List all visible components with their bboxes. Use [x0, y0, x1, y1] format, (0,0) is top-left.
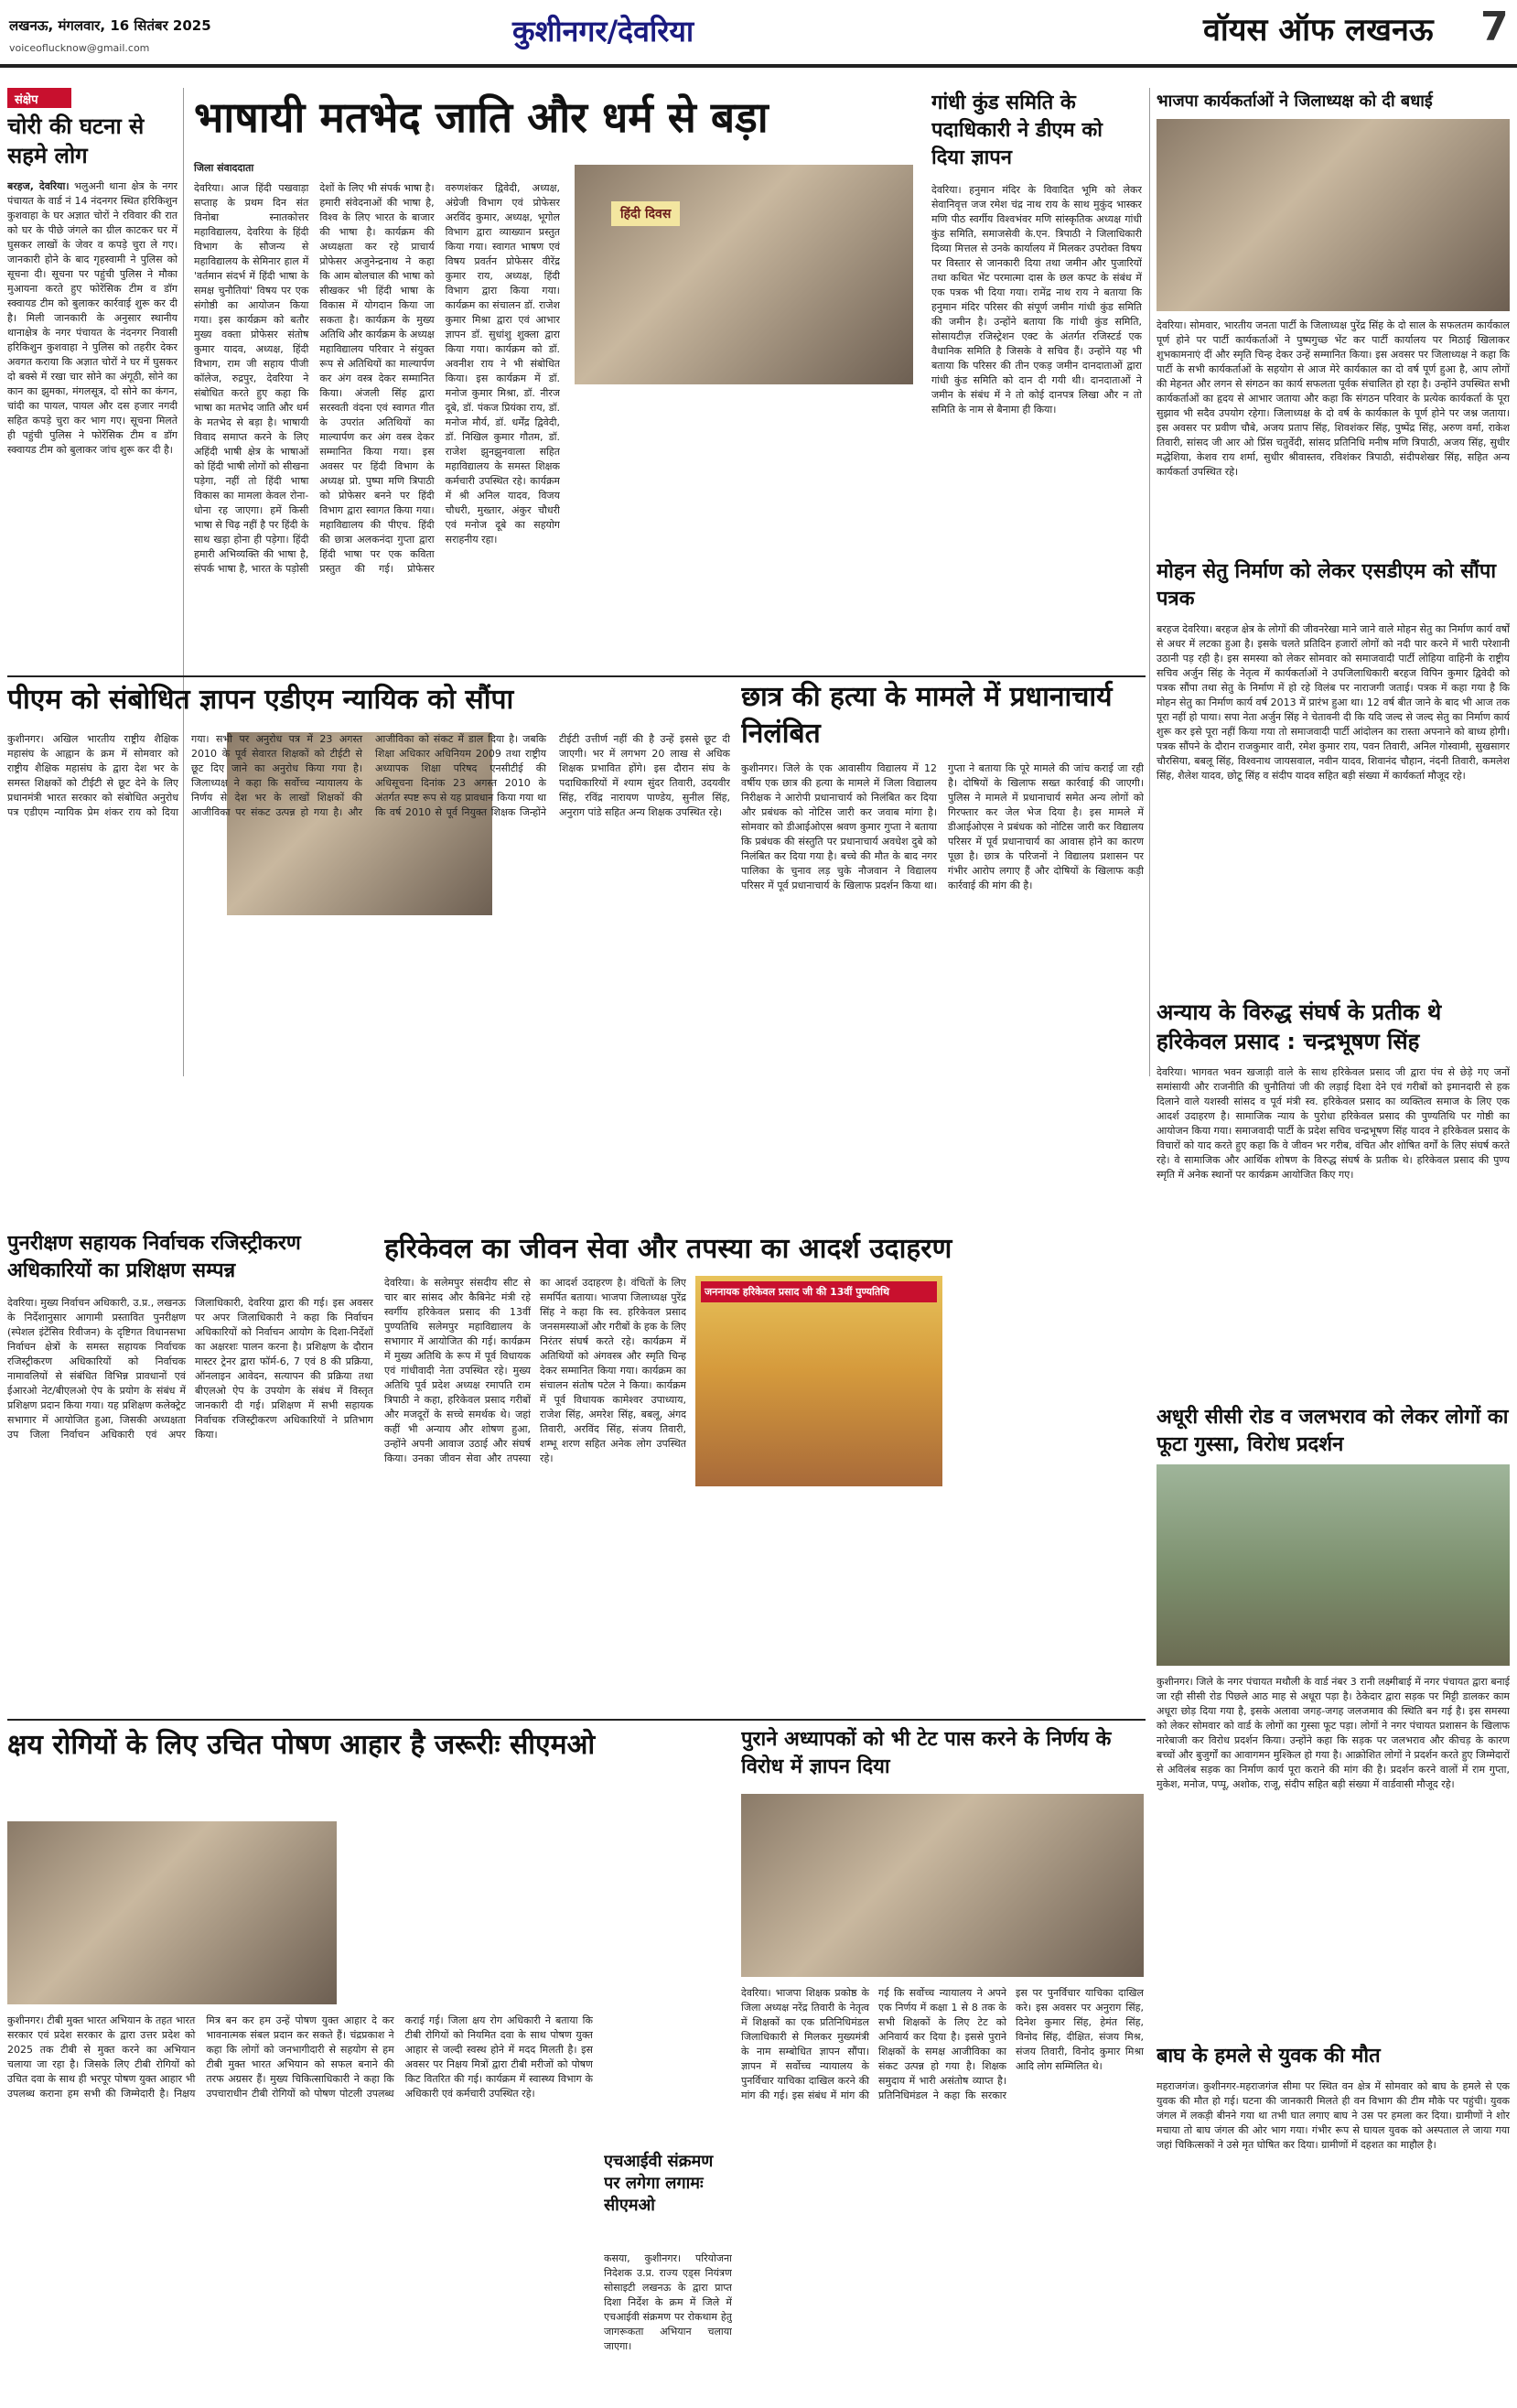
brief-label: संक्षेप — [7, 88, 71, 108]
language-body: देवरिया। आज हिंदी पखवाड़ा सप्ताह के प्रथम दिन संत विनोबा स्नातकोत्तर महाविद्यालय, देवरिया के हिंदी विभाग के सौजन्य से महाविद्यालय के सेमिनार हाल में 'वर्तमान संदर्भ में हिंदी भाषा के समक्ष चुनौतियां' विषय पर एक संगोष्ठी का आयोजन किया गया। इस कार्यक्रम को बतौर मुख्य वक्ता प्रोफेसर संतोष कुमार यादव, अध्यक्ष, हिंदी विभाग, राम जी सहाय पीजी कॉलेज, रुद्रपुर, देवरिया ने संबोधित करते हुए कहा कि भाषा का मतभेद जाति और धर्म के मतभेद से बड़ा है। भाषायी विवाद समाप्त करने के लिए अहिंदी भाषी क्षेत्र के भाषाओं को हिंदी भाषी लोगों को सीखना पड़ेगा, नहीं तो हिंदी भाषा विकास का मामला केवल रोना-धोना रह जाएगा। हमें किसी भाषा से चिढ़ नहीं है पर हिंदी के साथ खड़ा होना ही पड़ेगा। हिंदी हमारी अभिव्यक्ति की भाषा है, संपर्क भाषा है, भारत के पड़ोसी देशों के लिए भी संपर्क भाषा है। हमारी संवेदनाओं की भाषा है, विश्व के लिए भारत के बाजार की भाषा है। कार्यक्रम की अध्यक्षता कर रहे प्राचार्य प्रोफेसर अजुनेन्द्रनाथ ने कहा कि आम बोलचाल की भाषा को सीखकर भी हिंदी भाषा के विकास में योगदान किया जा सकता है। कार्यक्रम के मुख्य अतिथि और कार्यक्रम के अध्यक्ष महाविद्यालय परिवार ने संयुक्त रूप से अतिथियों का माल्यार्पण कर अंग वस्त्र देकर सम्मानित किया। अंजली सिंह द्वारा सरस्वती वंदना एवं स्वागत गीत के उपरांत अतिथियों का माल्यार्पण कर अंग वस्त्र देकर सम्मानित किया गया। इस अवसर पर हिंदी विभाग के अध्यक्ष प्रो. पुष्पा मणि त्रिपाठी को प्रोफेसर बनने पर हिंदी विभाग द्वारा स्वागत किया गया। महाविद्यालय की पीएच. हिंदी की छात्रा अलकनंदा गुप्ता द्वारा हिंदी भाषा पर एक कविता प्रस्तुत की गई। प्रोफेसर वरुणशंकर द्विवेदी, अध्यक्ष, अंग्रेजी विभाग एवं प्रोफेसर अरविंद कुमार, अध्यक्ष, भूगोल विभाग द्वारा व्याख्यान प्रस्तुत किया गया। स्वागत भाषण एवं विषय प्रवर्तन प्रोफेसर वीरेंद्र कुमार राय, अध्यक्ष, हिंदी विभाग द्वारा किया गया। कार्यक्रम का संचालन डॉ. राजेश कुमार मिश्रा द्वारा एवं आभार ज्ञापन डॉ. सुधांशु शुक्ला द्वारा किया गया। कार्यक्रम को डॉ. अवनीश राय ने भी संबोधित किया। इस कार्यक्रम में डॉ. मनोज कुमार मिश्रा, डॉ. नीरज दूबे, डॉ. पंकज प्रियंका राय, डॉ. मनोज मौर्य, डॉ. धर्मेंद्र द्विवेदी, डॉ. निखिल कुमार गौतम, डॉ. राजेश झुनझुनवाला सहित महाविद्यालय के समस्त शिक्षक कर्मचारी उपस्थित रहे। कार्यक्रम में श्री अनिल यादव, विजय चौधरी, मुख्तार, अंकुर चौधरी एवं मनोज दूबे का सहयोग सराहनीय रहा। — [194, 182, 560, 575]
mohan-body: बरहज देवरिया। बरहज क्षेत्र के लोगों की जीवनरेखा माने जाने वाले मोहन सेतु का निर्माण कार्य वर्षों से अधर में लटका हुआ है। इसके चलते प्रतिदिन हजारों लोगों को नदी पार करने में भारी परेशानी उठानी पड़ रही है। इस समस्या को लेकर सोमवार को समाजवादी पार्टी लोहिया वाहिनी के राष्ट्रीय सचिव अर्जुन सिंह के नेतृत्व में कार्यकर्ताओं ने उपजिलाधिकारी बरहज विपिन कुमार द्विवेदी को पत्रक सौंपा तथा सेतु के निर्माण में हो रहे विलंब पर नाराजगी जताई। पत्रक में कहा गया है कि मोहन सेतु का निर्माण कार्य वर्ष 2013 में प्रारंभ हुआ था। 12 वर्ष बीत जाने के बाद भी आज तक पूरा नहीं हो पाया। सपा नेता अर्जुन सिंह ने चेतावनी दी कि यदि जल्द से जल्द सेतु का निर्माण कार्य शुरू कर इसे पूरा नहीं किया गया तो समाजवादी पार्टी आंदोलन का रास्ता अपनाने को बाध्य होगी। पत्रक सौंपने के दौरान राजकुमार वारी, रमेश कुमार राय, पवन तिवारी, अनिल गोस्वामी, सुखसागर चौरसिया, बबलू सिंह, विश्वनाथ जायसवाल, नवीन यादव, शिवानंद चौहान, नंदनी तिवारी, कमलेश सिंह, शैलेश यादव, छोटू सिंह व संदीप यादव सहित बड़ी संख्या में कार्यकर्ता मौजूद रहे। — [1157, 623, 1510, 782]
tet-headline: पुराने अध्यापकों को भी टेट पास करने के निर्णय के विरोध में ज्ञापन दिया — [741, 1728, 1112, 1778]
dateline: लखनऊ, मंगलवार, 16 सितंबर 2025 — [9, 17, 211, 34]
tet-photo — [741, 1794, 1144, 1977]
language-headline: भाषायी मतभेद जाति और धर्म से बड़ा — [194, 92, 769, 142]
harikewal-photo — [695, 1276, 942, 1486]
section-rule — [7, 1719, 1146, 1721]
bln-body: देवरिया। मुख्य निर्वाचन अधिकारी, उ.प्र., लखनऊ के निर्देशानुसार आगामी प्रस्तावित पुनरीक्षण (स्पेशल इंटेंसिव रिवीजन) के दृष्टिगत विधानसभा निर्वाचन क्षेत्रों के समस्त सहायक निर्वाचक रजिस्ट्रीकरण अधिकारियों को निर्वाचक नामावलियों से संबंधित विभिन्न प्रावधानों एवं ईआरओ नेट/बीएलओ ऐप के प्रयोग के संबंध में प्रशिक्षण प्रदान किया गया। यह प्रशिक्षण कलेक्ट्रेट सभागार में आयोजित हुआ, जिसकी अध्यक्षता उप जिला निर्वाचन अधिकारी एवं अपर जिलाधिकारी, देवरिया द्वारा की गई। इस अवसर पर अपर जिलाधिकारी ने कहा कि निर्वाचन अधिकारियों को निर्वाचन आयोग के दिशा-निर्देशों का अक्षरशः पालन करना है। प्रशिक्षण के दौरान मास्टर ट्रेनर द्वारा फॉर्म-6, 7 एवं 8 की प्रक्रिया, ऑनलाइन आवेदन, सत्यापन की प्रक्रिया तथा बीएलओ ऐप के उपयोग के संबंध में विस्तृत जानकारी दी गई। प्रशिक्षण में सभी सहायक निर्वाचक रजिस्ट्रीकरण अधिकारियों ने प्रतिभाग किया। — [7, 1297, 373, 1441]
brief-text: भलुअनी थाना क्षेत्र के नगर पंचायत के वार्ड नं 14 नंदनगर स्थित हरिकिशुन कुशवाहा के घर अज्ञात चोरों ने रविवार की रात को घर के पीछे जंगले का ग्रील काटकर घर में घुसकर लाखों के जेवर व कपड़े चुरा ले गए। जानकारी होने के बाद गृहस्वामी ने पुलिस को सूचना दी। सूचना पर पहुंची पुलिस ने मौका मुआयना करते हुए फोरेंसिक टीम व डॉग स्क्वायड टीम को बुलाकर कार्रवाई शुरू कर दी है। मिली जानकारी के अनुसार स्थानीय थानाक्षेत्र के नगर पंचायत के नंदनगर निवासी हरिकिशुन कुशवाहा ने पुलिस को तहरीर देकर अवगत कराया कि अज्ञात चोरों ने घर में घुसकर दो बक्से में रखा चार सोने का अंगूठी, सोने का कान का झुमका, मंगलसूत्र, दो सोने का कंगन, चांदी का पायल, पायल और दस हजार नगदी सहित कपड़े चुरा कर भाग गए। सूचना मिलते ही पहुंची पुलिस ने फोरेंसिक टीम व डॉग स्क्वायड टीम को बुलाकर जांच शुरू कर दी है। — [7, 180, 178, 456]
section-rule — [7, 675, 1146, 677]
masthead-rule — [0, 64, 1517, 68]
road-headline: अधूरी सीसी रोड व जलभराव को लेकर लोगों का फूटा गुस्सा, विरोध प्रदर्शन — [1157, 1406, 1509, 1456]
banner-sign: हिंदी दिवस — [611, 201, 680, 226]
tb-photo — [7, 1821, 337, 2004]
gandhi-body: देवरिया। हनुमान मंदिर के विवादित भूमि को लेकर सेवानिवृत्त जज रमेश चंद्र नाथ राय के साथ मुकुंद भास्कर मणि पीठ स्वर्गीय विश्वभंवर मणि सांस्कृतिक अध्यक्ष गांधी कुंड समिति, समाजसेवी के.एन. त्रिपाठी ने जिलाधिकारी दिव्या मित्तल से उनके कार्यालय में मिलकर उपरोक्त विषय पर विस्तार से जानकारी दिया तथा जमीन और पुजारियों तथा कथित भेंट परमात्मा दास के छल कपट के संबंध में एक पत्रक भी दिया गया। रामेंद्र नाथ राय ने बताया कि हनुमान मंदिर परिसर की संपूर्ण जमीन गांधी कुंड समिति की जमीन है। उन्होंने बताया कि गांधी कुंड समिति, सोसायटीज़ रजिस्ट्रेशन एक्ट के अंतर्गत रजिस्टर्ड एक वैधानिक समिति है जिसके वे सचिव हैं। उन्होंने यह भी बताया कि परिसर की तीन एकड़ जमीन दानदाताओं द्वारा गांधी कुंड समिति को दान दी गयी थी। दानदाताओं ने जमीन के संबंध में ने तो कोई दानपत्र लिखा और न तो समिति के नाम से बैनामा ही किया। — [931, 184, 1142, 416]
bjp-headline: भाजपा कार्यकर्ताओं ने जिलाध्यक्ष को दी बधाई — [1157, 92, 1433, 111]
bjp-photo — [1157, 119, 1510, 311]
language-photo — [575, 165, 913, 384]
page-number: 7 — [1480, 4, 1509, 50]
gandhi-headline: गांधी कुंड समिति के पदाधिकारी ने डीएम को दिया ज्ञापन — [931, 92, 1103, 169]
road-photo — [1157, 1464, 1510, 1666]
harikewal-body: देवरिया। के सलेमपुर संसदीय सीट से चार बार सांसद और कैबिनेट मंत्री रहे स्वर्गीय हरिकेवल प्रसाद की 13वीं पुण्यतिथि सलेमपुर महाविद्यालय के सभागार में आयोजित की गई। कार्यक्रम में मुख्य अतिथि के रूप में पूर्व विधायक एवं गांधीवादी नेता उपस्थित रहे। मुख्य अतिथि पूर्व प्रदेश अध्यक्ष रमापति राम त्रिपाठी ने कहा, हरिकेवल प्रसाद गरीबों और मजदूरों के सच्चे समर्थक थे। जहां कहीं भी अन्याय और शोषण हुआ, उन्होंने अपनी आवाज उठाई और संघर्ष किया। उनका जीवन सेवा और तपस्या का आदर्श उदाहरण है। वंचितों के लिए समर्पित बताया। भाजपा जिलाध्यक्ष पुरेंद्र सिंह ने कहा कि स्व. हरिकेवल प्रसाद जनसमस्याओं और गरीबों के हक के लिए निरंतर संघर्ष करते रहे। कार्यक्रम में अतिथियों को अंगवस्त्र और स्मृति चिन्ह देकर सम्मानित किया गया। कार्यक्रम का संचालन संतोष पटेल ने किया। कार्यक्रम में पूर्व विधायक कामेश्वर उपाध्याय, राजेश सिंह, अमरेश सिंह, बबलू, अंगद तिवारी, अरविंद सिंह, संजय तिवारी, शम्भू शरण सहित अनेक लोग उपस्थित रहे। — [384, 1277, 686, 1464]
language-byline: जिला संवाददाता — [194, 162, 254, 174]
bln-headline: पुनरीक्षण सहायक निर्वाचक रजिस्ट्रीकरण अधिकारियों का प्रशिक्षण सम्पन्न — [7, 1232, 301, 1282]
aids-body: कसया, कुशीनगर। परियोजना निदेशक उ.प्र. राज्य एड्स नियंत्रण सोसाइटी लखनऊ के द्वारा प्राप्त दिशा निर्देश के क्रम में जिले में एचआईवी संक्रमण पर रोकथाम हेतु जागरूकता अभियान चलाया जाएगा। — [604, 2252, 732, 2352]
road-body: कुशीनगर। जिले के नगर पंचायत मथौली के वार्ड नंबर 3 रानी लक्ष्मीबाई में नगर पंचायत द्वारा बनाई जा रही सीसी रोड पिछले आठ माह से अधूरा पड़ा है। ठेकेदार द्वारा सड़क पर मिट्टी डालकर काम अधूरा छोड़ दिया गया है, इसके अलावा जगह-जगह जलजमाव की स्थिति बन गई है। इस समस्या को लेकर सोमवार को वार्ड के लोगों का गुस्सा फूट पड़ा। लोगों ने नगर पंचायत प्रशासन के खिलाफ नारेबाजी कर विरोध प्रदर्शन किया। उन्होंने कहा कि सड़क पर जलभराव और कीचड़ के कारण बच्चों और बुजुर्गों का आवागमन मुश्किल हो गया है। आक्रोशित लोगों ने प्रदर्शन करते हुए जिम्मेदारों से अविलंब सड़क का निर्माण कार्य पूरा कराने की मांग की है। प्रदर्शन करने वालों में राम गुप्ता, मुकेश, मनोज, पप्पू, अशोक, राजू, संदीप सहित बड़ी संख्या में वार्डवासी मौजूद रहे। — [1157, 1676, 1510, 1790]
bagh-headline: बाघ के हमले से युवक की मौत — [1157, 2045, 1381, 2068]
tb-headline: क्षय रोगियों के लिए उचित पोषण आहार है जरूरीः सीएमओ — [7, 1729, 596, 1761]
pm-body: कुशीनगर। अखिल भारतीय राष्ट्रीय शैक्षिक महासंघ के आह्वान के क्रम में सोमवार को राष्ट्रीय शैक्षिक महासंघ के द्वारा देश भर के समस्त शिक्षकों को टीईटी से छूट देने के लिए प्रधानमंत्री भारत सरकार को संबोधित अनुरोध पत्र एडीएम न्यायिक प्रेम शंकर राय को दिया गया। सभी पर अनुरोध पत्र में 23 अगस्त 2010 के पूर्व सेवारत शिक्षकों को टीईटी से छूट दिए जाने का अनुरोध किया गया है। जिलाध्यक्ष ने कहा कि सर्वोच्च न्यायालय के निर्णय से देश भर के लाखों शिक्षकों की आजीविका पर संकट उत्पन्न हो गया है। और आजीविका को संकट में डाल दिया है। जबकि शिक्षा अधिकार अधिनियम 2009 तथा राष्ट्रीय अध्यापक शिक्षा परिषद एनसीटीई की अधिसूचना दिनांक 23 अगस्त 2010 के अंतर्गत स्पष्ट रूप से यह प्रावधान किया गया था कि वर्ष 2010 से पूर्व नियुक्त शिक्षक जिन्होंने टीईटी उत्तीर्ण नहीं की है उन्हें इससे छूट दी जाएगी। भर में लगभग 20 लाख से अधिक शिक्षक प्रभावित होंगे। इस दौरान संघ के पदाधिकारियों में श्याम सुंदर तिवारी, उदयवीर सिंह, रविंद्र नारायण पाण्डेय, सुनील सिंह, अनुराग पांडे सहित अन्य शिक्षक उपस्थित रहे। — [7, 733, 730, 818]
paper-name: वॉयस ऑफ लखनऊ — [1203, 12, 1434, 49]
mohan-headline: मोहन सेतु निर्माण को लेकर एसडीएम को सौंपा पत्रक — [1157, 560, 1497, 610]
tb-body: कुशीनगर। टीबी मुक्त भारत अभियान के तहत भारत सरकार एवं प्रदेश सरकार के द्वारा उत्तर प्रदेश को 2025 तक टीबी से मुक्त करने का अभियान चलाया जा रहा है। जिसके लिए टीबी रोगियों को उचित दवा के साथ ही भरपूर पोषण युक्त आहार भी उपलब्ध कराना हम सभी की जिम्मेदारी है। निक्षय मित्र बन कर हम उन्हें पोषण युक्त आहार दे कर भावनात्मक संबल प्रदान कर सकते हैं। चंद्रप्रकाश ने कहा कि लोगों को जनभागीदारी से सहयोग से हम टीबी मुक्त भारत अभियान को सफल बनाने की तरफ अग्रसर हैं। मुख्य चिकित्साधिकारी ने कहा कि उपचाराधीन टीबी रोगियों को पोषण पोटली उपलब्ध कराई गई। जिला क्षय रोग अधिकारी ने बताया कि टीबी रोगियों को नियमित दवा के साथ पोषण युक्त आहार से जल्दी स्वस्थ होने में मदद मिलती है। इस अवसर पर निक्षय मित्रों द्वारा टीबी मरीजों को पोषण किट वितरित की गई। कार्यक्रम में स्वास्थ्य विभाग के अधिकारी एवं कर्मचारी उपस्थित रहे। — [7, 2014, 593, 2100]
masthead — [0, 0, 1517, 71]
harikewal-bio-body: देवरिया। भागवत भवन खजाड़ी वाले के साथ हरिकेवल प्रसाद जी द्वारा पंच से छेड़े गए जनों समांसायी और राजनीति की चुनौतियां जी की लड़ाई दिशा देने एवं गरीबों को इमानदारी से हक दिलाने वाले यशस्वी सांसद व पूर्व मंत्री स्व. हरिकेवल प्रसाद का व्यक्तित्व समाज के लिए एक आदर्श उदाहरण है। सामाजिक न्याय के पुरोधा हरिकेवल प्रसाद की पुण्यतिथि पर गोष्ठी का आयोजन किया गया। समाजवादी पार्टी के प्रदेश सचिव चन्द्रभूषण सिंह यादव ने हरिकेवल प्रसाद के विचारों को याद करते हुए कहा कि वे जीवन भर गरीब, वंचित और शोषित वर्गों के लिए संघर्ष करते रहे। वे सामाजिक और आर्थिक शोषण के विरुद्ध संघर्ष के प्रतीक थे। हरिकेवल प्रसाद की पुण्य स्मृति में अनेक स्थानों पर कार्यक्रम आयोजित किए गए। — [1157, 1066, 1510, 1181]
col-divider — [1149, 88, 1150, 1076]
aids-headline: एचआईवी संक्रमण पर लगेगा लगामः सीएमओ — [604, 2152, 714, 2215]
student-headline: छात्र की हत्या के मामले में प्रधानाचार्य निलंबित — [741, 681, 1113, 750]
banner-sign: जननायक हरिकेवल प्रसाद जी की 13वीं पुण्यतिथि — [701, 1281, 937, 1302]
brief-headline: चोरी की घटना से सहमे लोग — [7, 113, 145, 168]
pm-headline: पीएम को संबोधित ज्ञापन एडीएम न्यायिक को सौंपा — [7, 684, 514, 716]
harikewal-bio-headline: अन्याय के विरुद्ध संघर्ष के प्रतीक थे हरिकेवल प्रसाद : चन्द्रभूषण सिंह — [1157, 999, 1442, 1054]
bjp-body: देवरिया। सोमवार, भारतीय जनता पार्टी के जिलाध्यक्ष पुरेंद्र सिंह के दो साल के सफलतम कार्यकाल पूर्ण होने पर पार्टी कार्यकर्ताओं ने पुष्पगुच्छ भेंट कर पार्टी कार्यालय पर मिठाई खिलाकर शुभकामनाएं दीं और स्मृति चिन्ह देकर उन्हें सम्मानित किया। इस अवसर पर जिलाध्यक्ष ने कहा कि पार्टी के सभी कार्यकर्ताओं के सहयोग से आज मेरे कार्यकाल का दो वर्ष पूर्ण हुआ है, आप लोगों की मेहनत और लगन से संगठन का कार्य सफलता पूर्वक संचालित हो रहा है। उन्होंने उपस्थित सभी कार्यकर्ताओं का हृदय से आभार जताया और कहा कि संगठन परिवार के प्रत्येक कार्यकर्ता के पूरा सुझाव भी सदैव उपयोग रहेगा। जिलाध्यक्ष के दो वर्ष के कार्यकाल के पूर्ण होने पर जश्न जताया। इस अवसर पर प्रवीण चौबे, अजय प्रताप सिंह, शिवशंकर सिंह, पुष्पेंद्र सिंह, अरुण वर्मा, राकेश तिवारी, सांसद जी आर ओ प्रिंस चतुर्वेदी, सांसद प्रतिनिधि मनीष मणि त्रिपाठी, अजय सिंह, सुधीर मद्धेशिया, केशव राय शर्मा, सुधीर श्रीवास्तव, रविशंकर त्रिपाठी, संदीपशेखर सिंह, सहित अन्य कार्यकर्ता उपस्थित रहे। — [1157, 319, 1510, 478]
section-title: कुशीनगर/देवरिया — [512, 14, 694, 49]
tet-body: देवरिया। भाजपा शिक्षक प्रकोष्ठ के जिला अध्यक्ष नरेंद्र तिवारी के नेतृत्व में शिक्षकों का एक प्रतिनिधिमंडल जिलाधिकारी से मिलकर मुख्यमंत्री के नाम सम्बोधित ज्ञापन सौंपा। ज्ञापन में सर्वोच्च न्यायालय के पुनर्विचार याचिका दाखिल करने की मांग की गई। इस संबंध में मांग की गई कि सर्वोच्च न्यायालय ने अपने एक निर्णय में कक्षा 1 से 8 तक के सभी शिक्षकों के लिए टेट को अनिवार्य कर दिया है। इससे पुराने शिक्षकों के समक्ष आजीविका का संकट उत्पन्न हो गया है। शिक्षक समुदाय में भारी असंतोष व्याप्त है। प्रतिनिधिमंडल ने कहा कि सरकार इस पर पुनर्विचार याचिका दाखिल करे। इस अवसर पर अनुराग सिंह, दिनेश कुमार सिंह, हेमंत सिंह, विनोद सिंह, दीक्षित, संजय मिश्र, संजय तिवारी, विनोद कुमार मिश्रा आदि लोग सम्मिलित थे। — [741, 1987, 1144, 2101]
bagh-body: महराजगंज। कुशीनगर-महराजगंज सीमा पर स्थित वन क्षेत्र में सोमवार को बाघ के हमले से एक युवक की मौत हो गई। घटना की जानकारी मिलते ही वन विभाग की टीम मौके पर पहुंची। युवक जंगल में लकड़ी बीनने गया था तभी घात लगाए बाघ ने उस पर हमला कर दिया। ग्रामीणों ने शोर मचाया तो बाघ जंगल की ओर भाग गया। गंभीर रूप से घायल युवक को अस्पताल ले जाया गया जहां चिकित्सकों ने उसे मृत घोषित कर दिया। ग्रामीणों में दहशत का माहौल है। — [1157, 2080, 1510, 2151]
brief-byline: बरहज, देवरिया। — [7, 180, 70, 192]
email: voiceoflucknow@gmail.com — [9, 42, 150, 54]
harikewal-headline: हरिकेवल का जीवन सेवा और तपस्या का आदर्श उदाहरण — [384, 1233, 952, 1265]
student-body: कुशीनगर। जिले के एक आवासीय विद्यालय में 12 वर्षीय एक छात्र की हत्या के मामले में जिला विद्यालय निरीक्षक ने आरोपी प्रधानाचार्य को निलंबित कर दिया और प्रबंधक को नोटिस जारी कर जवाब मांगा है। सोमवार को डीआईओएस श्रवण कुमार गुप्ता ने बताया कि प्रबंधक की संस्तुति पर प्रधानाचार्य अवधेश दुबे को निलंबित कर दिया गया है। बच्चे की मौत के बाद नगर पालिका के चुनाव लड़ चुके नौजवान ने विद्यालय परिसर में पूर्व प्रधानाचार्य के खिलाफ प्रदर्शन किया था। गुप्ता ने बताया कि पूरे मामले की जांच कराई जा रही है। दोषियों के खिलाफ सख्त कार्रवाई की जाएगी। पुलिस ने मामले में प्रधानाचार्य समेत अन्य लोगों को गिरफ्तार कर जेल भेज दिया है। इस मामले में डीआईओएस ने प्रबंधक को नोटिस जारी कर विद्यालय परिसर में पूर्व प्रधानाचार्य का आवास होने का कारण पूछा है। छात्र के परिजनों ने विद्यालय प्रशासन पर गंभीर आरोप लगाए हैं और दोषियों के खिलाफ कड़ी कार्रवाई की मांग की है। — [741, 762, 1144, 891]
